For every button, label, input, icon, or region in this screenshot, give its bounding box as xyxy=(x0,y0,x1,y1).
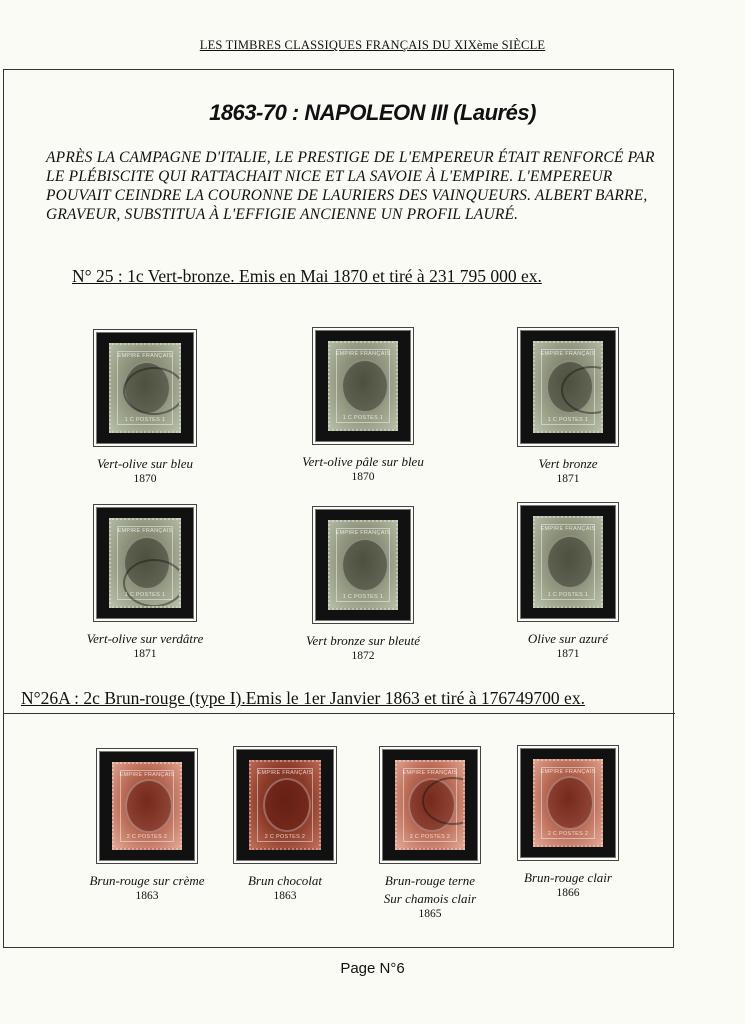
napoleon-profile-icon xyxy=(341,538,389,592)
stamp-image: EMPIRE FRANÇAIS 1 C POSTES 1 xyxy=(328,520,398,610)
stamp-mount xyxy=(315,330,411,442)
stamp-caption: Brun chocolat xyxy=(247,873,322,888)
stamp-card[interactable] xyxy=(70,507,220,662)
stamp-mount xyxy=(315,509,411,621)
stamp-mount xyxy=(520,505,616,619)
stamp-mount xyxy=(520,748,616,858)
stamp-caption-line2: Sur chamois clair xyxy=(383,891,477,906)
stamp-image: EMPIRE FRANÇAIS 1 C POSTES 1 xyxy=(533,341,603,433)
stamp-card[interactable] xyxy=(72,751,222,904)
stamp-mount xyxy=(520,330,616,444)
stamp-caption: Vert bronze sur bleuté xyxy=(306,633,420,648)
stamp-year: 1870 xyxy=(351,471,375,483)
stamp-image: EMPIRE FRANÇAIS 1 C POSTES 1 xyxy=(328,341,398,431)
postmark-icon xyxy=(123,367,181,415)
postmark-icon xyxy=(123,559,181,607)
stamp-caption: Brun-rouge terne xyxy=(384,873,476,888)
napoleon-profile-icon xyxy=(263,778,311,832)
stamp-caption: Vert bronze xyxy=(538,456,598,471)
page-number: Page N°6 xyxy=(340,960,405,977)
stamp-year: 1865 xyxy=(418,908,442,920)
stamp-caption: Vert-olive pâle sur bleu xyxy=(302,454,424,469)
stamp-year: 1871 xyxy=(133,648,157,660)
stamp-caption: Vert-olive sur bleu xyxy=(96,456,194,471)
stamp-year: 1871 xyxy=(556,648,580,660)
stamp-card[interactable] xyxy=(283,330,443,485)
stamp-year: 1863 xyxy=(273,890,297,902)
stamp-card[interactable] xyxy=(503,330,633,487)
stamp-caption: Brun-rouge clair xyxy=(524,870,612,885)
napoleon-profile-icon xyxy=(546,776,594,830)
stamp-image: EMPIRE FRANÇAIS 2 C POSTES 2 xyxy=(533,759,603,847)
stamp-image: EMPIRE FRANÇAIS 2 C POSTES 2 xyxy=(395,760,465,850)
stamp-year: 1871 xyxy=(556,473,580,485)
stamp-caption: Olive sur azuré xyxy=(527,631,609,646)
stamp-caption: Vert-olive sur verdâtre xyxy=(86,631,204,646)
stamp-mount xyxy=(96,332,194,444)
stamp-mount xyxy=(382,749,478,861)
stamp-image: EMPIRE FRANÇAIS 2 C POSTES 2 xyxy=(112,762,182,850)
page-title: 1863-70 : NAPOLEON III (Laurés) xyxy=(209,100,536,125)
stamp-card[interactable] xyxy=(80,332,210,487)
stamp-image: EMPIRE FRANÇAIS 2 C POSTES 2 xyxy=(249,760,321,850)
napoleon-profile-icon xyxy=(341,359,389,413)
stamp-mount xyxy=(236,749,334,861)
stamp-year: 1866 xyxy=(556,887,580,899)
napoleon-profile-icon xyxy=(125,779,173,833)
stamp-year: 1870 xyxy=(133,473,157,485)
section-divider xyxy=(3,713,675,714)
stamp-card[interactable] xyxy=(503,505,633,662)
stamp-image: EMPIRE FRANÇAIS 1 C POSTES 1 xyxy=(109,518,181,608)
stamp-card[interactable] xyxy=(220,749,350,904)
stamp-year: 1872 xyxy=(351,650,375,662)
intro-text: APRÈS LA CAMPAGNE D'ITALIE, LE PRESTIGE DE L'EMPEREUR ÉTAIT RENFORCÉ PAR LE PLÉBISCITE QUI RATTACHAIT NICE ET LA SAVOIE À L'EMPIRE. L'EMPEREUR POUVAIT CEINDRE LA COURONNE DE LAURIERS DES VAINQUEURS. ALBERT BARRE, GRAVEUR, SUBSTITUA À L'EFFIGIE ANCIENNE UN PROFIL LAURÉ. xyxy=(46,149,655,223)
stamp-card[interactable] xyxy=(365,749,495,922)
page-header: LES TIMBRES CLASSIQUES FRANÇAIS DU XIXème SIÈCLE xyxy=(199,38,546,52)
stamp-card[interactable] xyxy=(283,509,443,664)
section-heading-n26a: N°26A : 2c Brun-rouge (type I).Emis le 1er Janvier 1863 et tiré à 176749700 ex. xyxy=(21,688,585,708)
stamp-caption: Brun-rouge sur crème xyxy=(89,873,205,888)
stamp-image: EMPIRE FRANÇAIS 1 C POSTES 1 xyxy=(533,516,603,608)
stamp-card[interactable] xyxy=(503,748,633,901)
stamp-image: EMPIRE FRANÇAIS 1 C POSTES 1 xyxy=(109,343,181,433)
stamp-year: 1863 xyxy=(135,890,159,902)
section-heading-n25: N° 25 : 1c Vert-bronze. Emis en Mai 1870 et tiré à 231 795 000 ex. xyxy=(72,266,542,286)
stamp-mount xyxy=(96,507,194,619)
stamp-mount xyxy=(99,751,195,861)
napoleon-profile-icon xyxy=(546,535,594,589)
